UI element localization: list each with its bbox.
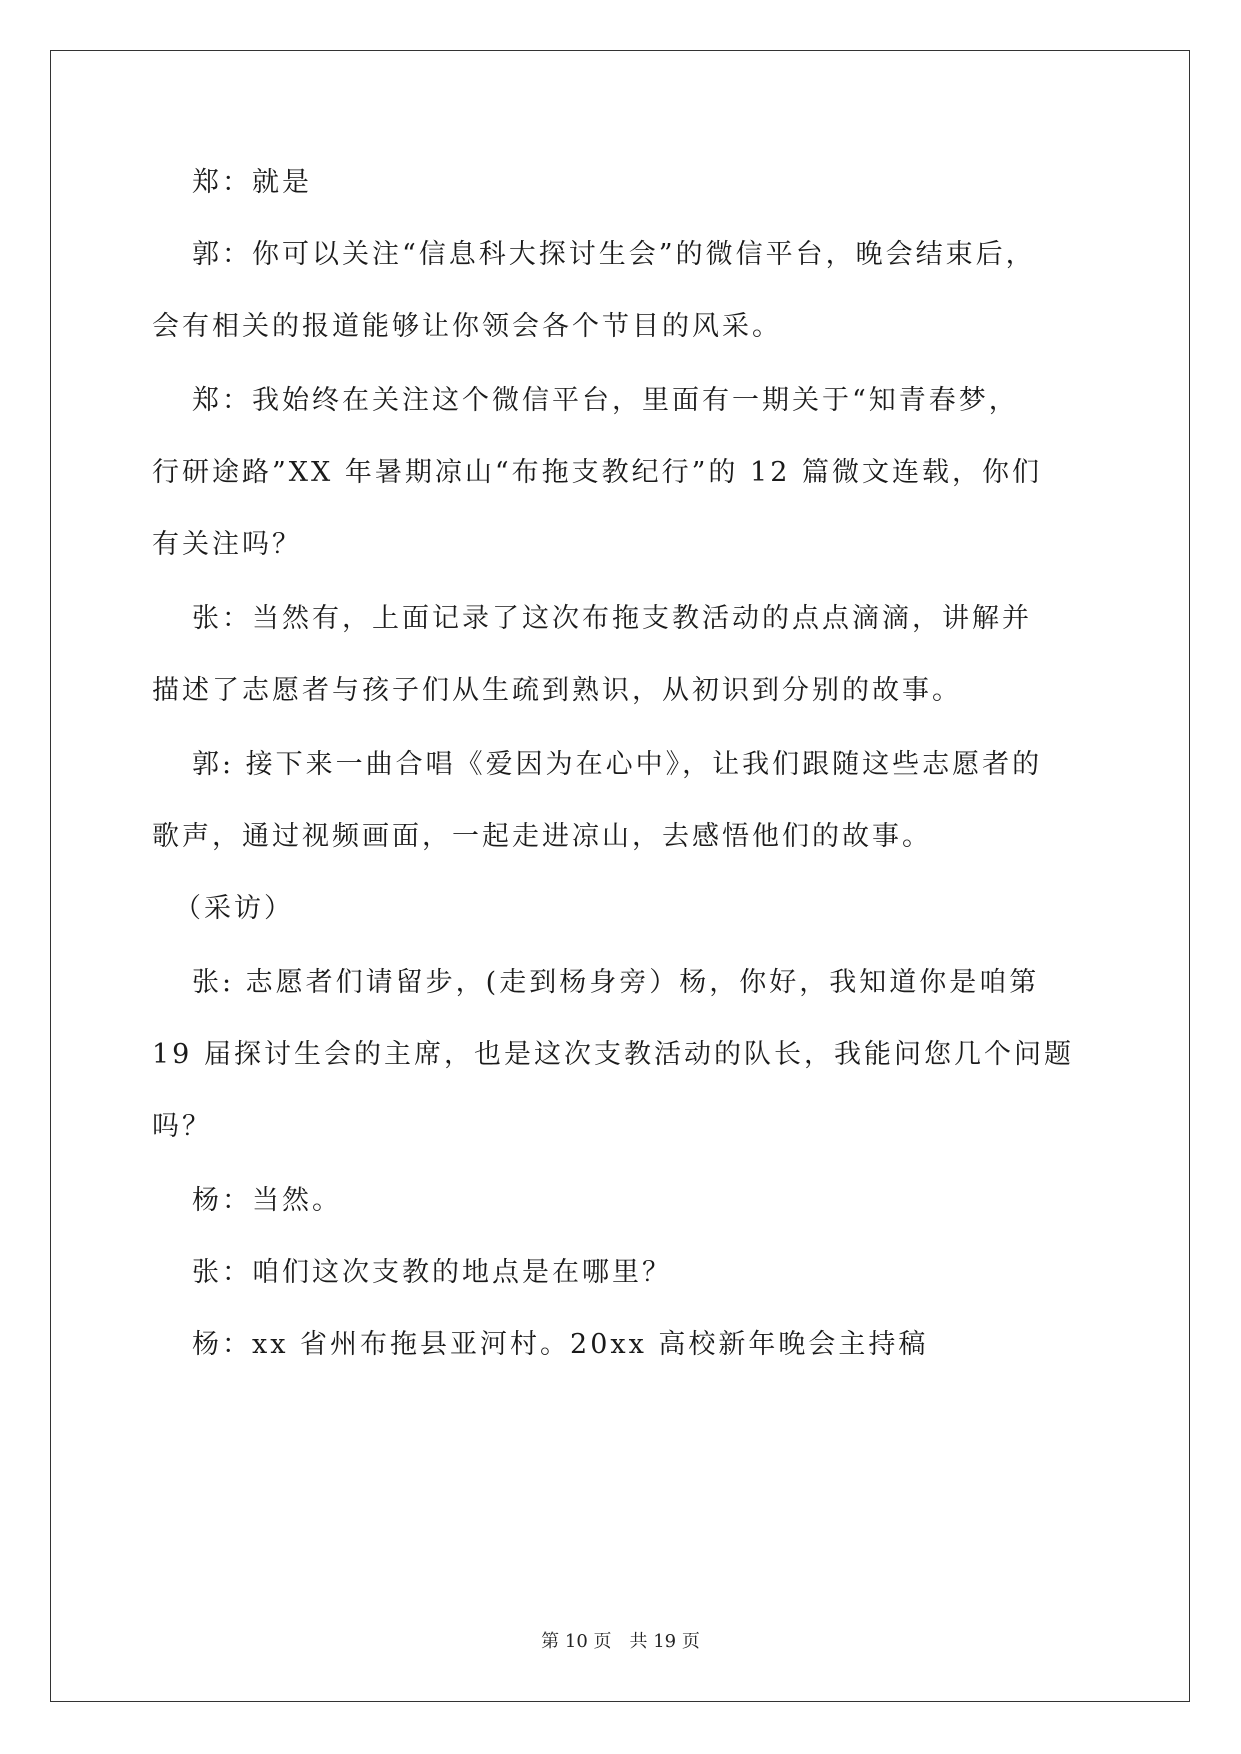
text-line: 张：咱们这次支教的地点是在哪里？	[192, 1257, 672, 1288]
text-line: 描述了志愿者与孩子们从生疏到熟识，从初识到分别的故事。	[152, 675, 962, 706]
page-number: 第 10 页	[541, 1631, 612, 1652]
text-line: 行研途路”XX 年暑期凉山“布拖支教纪行”的 12 篇微文连载，你们	[152, 457, 1042, 488]
text-line: 19 届探讨生会的主席，也是这次支教活动的队长，我能问您几个问题	[152, 1039, 1074, 1070]
text-line: （采访）	[174, 893, 294, 924]
text-line: 歌声，通过视频画面，一起走进凉山，去感悟他们的故事。	[152, 821, 932, 852]
page-footer	[0, 1627, 1241, 1653]
text-line: 有关注吗？	[152, 529, 302, 560]
text-line: 杨：当然。	[192, 1185, 342, 1216]
page-border	[50, 50, 1190, 1702]
text-line: 郭：你可以关注“信息科大探讨生会”的微信平台，晚会结束后，	[192, 239, 1036, 270]
text-line: 张：当然有，上面记录了这次布拖支教活动的点点滴滴，讲解并	[192, 603, 1032, 634]
text-line: 郑：就是	[192, 167, 312, 198]
text-line: 张: 志愿者们请留步，(走到杨身旁）杨，你好，我知道你是咱第	[192, 967, 1040, 998]
text-line: 会有相关的报道能够让你领会各个节目的风采。	[152, 311, 782, 342]
page-total: 共 19 页	[629, 1631, 700, 1652]
text-line: 郭: 接下来一曲合唱《爱因为在心中》，让我们跟随这些志愿者的	[192, 749, 1043, 780]
text-line: 杨：xx 省州布拖县亚河村。20xx 高校新年晚会主持稿	[192, 1329, 929, 1360]
text-line: 吗？	[152, 1111, 212, 1142]
text-line: 郑：我始终在关注这个微信平台，里面有一期关于“知青春梦，	[192, 385, 1019, 416]
